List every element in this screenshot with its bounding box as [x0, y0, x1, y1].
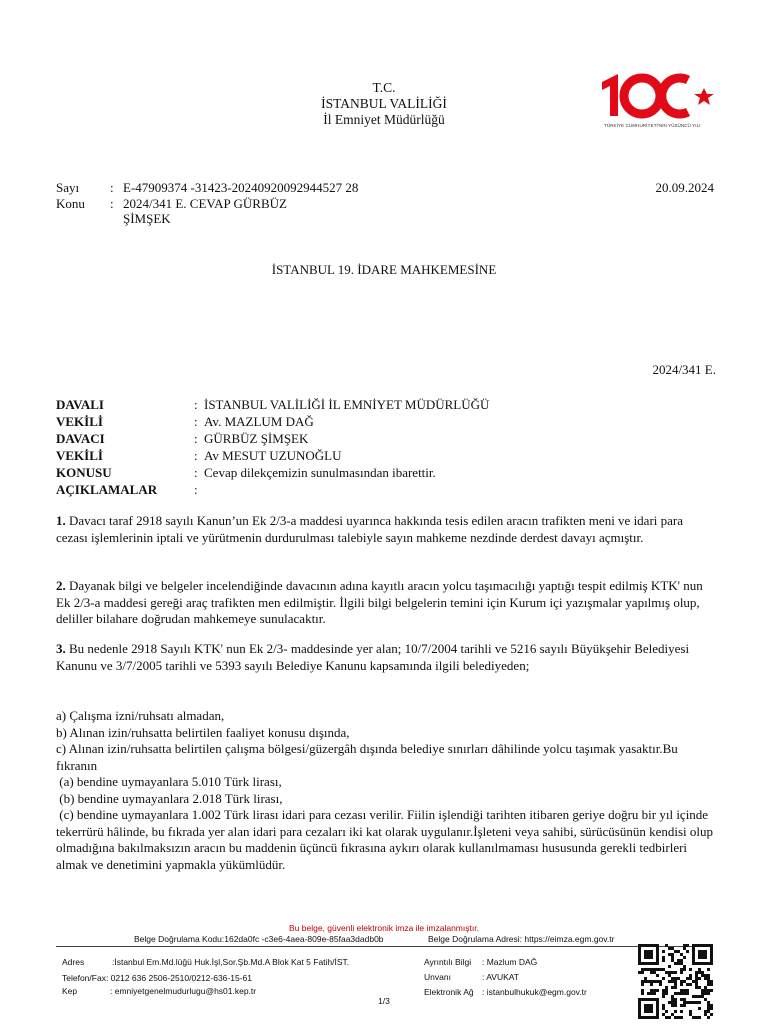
- email-label: Elektronik Ağ: [424, 987, 474, 997]
- list-item: (a) bendine uymayanlara 5.010 Türk lirası,: [56, 774, 282, 789]
- sayi-value: E-47909374 -31423-20240920092944527 28: [123, 180, 359, 195]
- adres-value: :İstanbul Em.Md.lüğü Huk.İşl,Sor.Şb.Md.A Blok Kat 5 Fatih/İST.: [112, 957, 350, 967]
- document-date: 20.09.2024: [655, 180, 714, 195]
- header-governorship: İSTANBUL VALİLİĞİ: [321, 96, 447, 111]
- paragraph-text: Dayanak bilgi ve belgeler incelendiğinde davacının adına kayıtlı aracın yolcu taşımacılığı yaptığı tespit edilmiş KTK' nun Ek 2/3-a maddesi gereği araç trafikten men edilmiştir. İlgili bilgi belgelerin temini için Kurum içi yazışmalar yapılmış olup, deliller bilahare doğrudan mahkemeye sunulacaktır.: [56, 578, 703, 626]
- paragraph-2: [56, 578, 716, 628]
- kep-value: : emniyetgenelmudurlugu@hs01.kep.tr: [110, 986, 257, 996]
- party-key: VEKİLİ: [56, 448, 103, 463]
- party-colon: :: [194, 482, 198, 497]
- centennial-logo: [598, 68, 722, 134]
- party-key: KONUSU: [56, 465, 112, 480]
- paragraph-number: 3.: [56, 641, 66, 656]
- party-row: [56, 481, 489, 498]
- party-value: İSTANBUL VALİLİĞİ İL EMNİYET MÜDÜRLÜĞÜ: [204, 397, 490, 412]
- header-directorate: İl Emniyet Müdürlüğü: [323, 112, 445, 127]
- penalty-list: [56, 708, 716, 873]
- party-colon: :: [194, 431, 198, 446]
- info-value: : Mazlum DAĞ: [482, 957, 538, 967]
- paragraph-text: Bu nedenle 2918 Sayılı KTK' nun Ek 2/3- maddesinde yer alan; 10/7/2004 tarihli ve 5216 sayılı Büyükşehir Belediyesi Kanunu ve 3/7/2005 tarihli ve 5393 sayılı Belediye Kanunu kapsamında ilgili belediyeden;: [56, 641, 690, 673]
- list-item: a) Çalışma izni/ruhsatı almadan,: [56, 708, 225, 723]
- logo-caption: TÜRKİYE CUMHURİYETİ'NİN YÜZÜNCÜ YILI: [604, 123, 701, 128]
- info-label: Ayrıntılı Bilgi: [424, 957, 472, 967]
- adres-label: Adres: [62, 957, 85, 967]
- party-colon: :: [194, 397, 198, 412]
- paragraph-3: [56, 641, 716, 674]
- party-value: Cevap dilekçemizin sunulmasından ibarettir.: [204, 465, 436, 480]
- party-colon: :: [194, 414, 198, 429]
- esign-note: Bu belge, güvenli elektronik imza ile imzalanmıştır.: [289, 923, 479, 933]
- header-tc: T.C.: [372, 80, 396, 95]
- footer-contact: [62, 956, 392, 998]
- konu-label: Konu: [56, 196, 85, 211]
- list-item: b) Alınan izin/ruhsatta belirtilen faaliyet konusu dışında,: [56, 724, 350, 740]
- verification-address: Belge Doğrulama Adresi: https://eimza.egm.gov.tr: [428, 934, 615, 944]
- party-row: [56, 430, 489, 447]
- party-row: [56, 413, 489, 430]
- verification-code: Belge Doğrulama Kodu:162da0fc -c3e6-4aea-809e-85faa3dadb0b: [134, 934, 384, 944]
- paragraph-text: Davacı taraf 2918 sayılı Kanun’un Ek 2/3-a maddesi uyarınca hakkında tesis edilen aracın trafikten meni ve idari para cezası işlemlerinin iptali ve yürütmenin durdurulması talebiyle sayın mahkeme nezdinde derdest davayı açmıştır.: [56, 513, 684, 545]
- party-value: GÜRBÜZ ŞİMŞEK: [204, 431, 309, 446]
- party-key: DAVACI: [56, 431, 105, 446]
- paragraph-number: 1.: [56, 513, 66, 528]
- email-value: : istanbulhukuk@egm.gov.tr: [482, 987, 587, 997]
- party-row: [56, 396, 489, 413]
- list-item: (c) bendine uymayanlara 1.002 Türk lirası idari para cezası verilir. Fiilin işlendiği tarihten itibaren geriye doğru bir yıl içinde tekerrürü hâlinde, bu fıkrada yer alan idari para cezaları iki kat olarak uygulanır.İşleteni veya sahibi, sürücüsünün kendisi olup olmadığına bakılmaksızın aracın bu maddenin üçüncü fıkrasına aykırı olarak kullanılmaması hususunda gerekli tedbirleri almak ve denetimini yapmakla yükümlüdür.: [56, 807, 717, 872]
- list-item: (b) bendine uymayanlara 2.018 Türk lirası,: [56, 790, 283, 806]
- kep-label: Kep: [62, 986, 78, 996]
- konu-value-cont: ŞİMŞEK: [123, 211, 171, 226]
- party-key: DAVALI: [56, 397, 104, 412]
- footer-signer: [424, 956, 634, 999]
- party-colon: :: [194, 465, 198, 480]
- title-value: : AVUKAT: [482, 972, 520, 982]
- party-key: AÇIKLAMALAR: [56, 482, 158, 497]
- konu-value: 2024/341 E. CEVAP GÜRBÜZ: [123, 196, 287, 211]
- qr-code-icon: [636, 944, 716, 1020]
- title-label: Unvanı: [424, 972, 451, 982]
- sayi-colon: :: [110, 180, 114, 195]
- sayi-label: Sayı: [56, 180, 80, 195]
- paragraph-number: 2.: [56, 578, 66, 593]
- party-value: Av. MAZLUM DAĞ: [204, 414, 314, 429]
- court-addressee: İSTANBUL 19. İDARE MAHKEMESİNE: [271, 262, 497, 277]
- party-key: VEKİLİ: [56, 414, 103, 429]
- list-item: c) Alınan izin/ruhsatta belirtilen çalışma bölgesi/güzergâh dışında belediye sınırları dâhilinde yolcu taşımak yasaktır.Bu fıkranın: [56, 741, 678, 773]
- party-row: [56, 464, 489, 481]
- parties-table: [56, 396, 489, 498]
- footer-divider: [56, 946, 712, 947]
- qr-code-graphic: [636, 944, 716, 1020]
- party-value: Av MESUT UZUNOĞLU: [204, 448, 342, 463]
- page-number: 1/3: [378, 996, 390, 1006]
- telefon-fax: Telefon/Fax: 0212 636 2506-2510/0212-636-15-61: [62, 973, 252, 983]
- konu-colon: :: [110, 196, 114, 211]
- party-colon: :: [194, 448, 198, 463]
- file-number: 2024/341 E.: [652, 362, 716, 377]
- paragraph-1: [56, 513, 716, 546]
- party-row: [56, 447, 489, 464]
